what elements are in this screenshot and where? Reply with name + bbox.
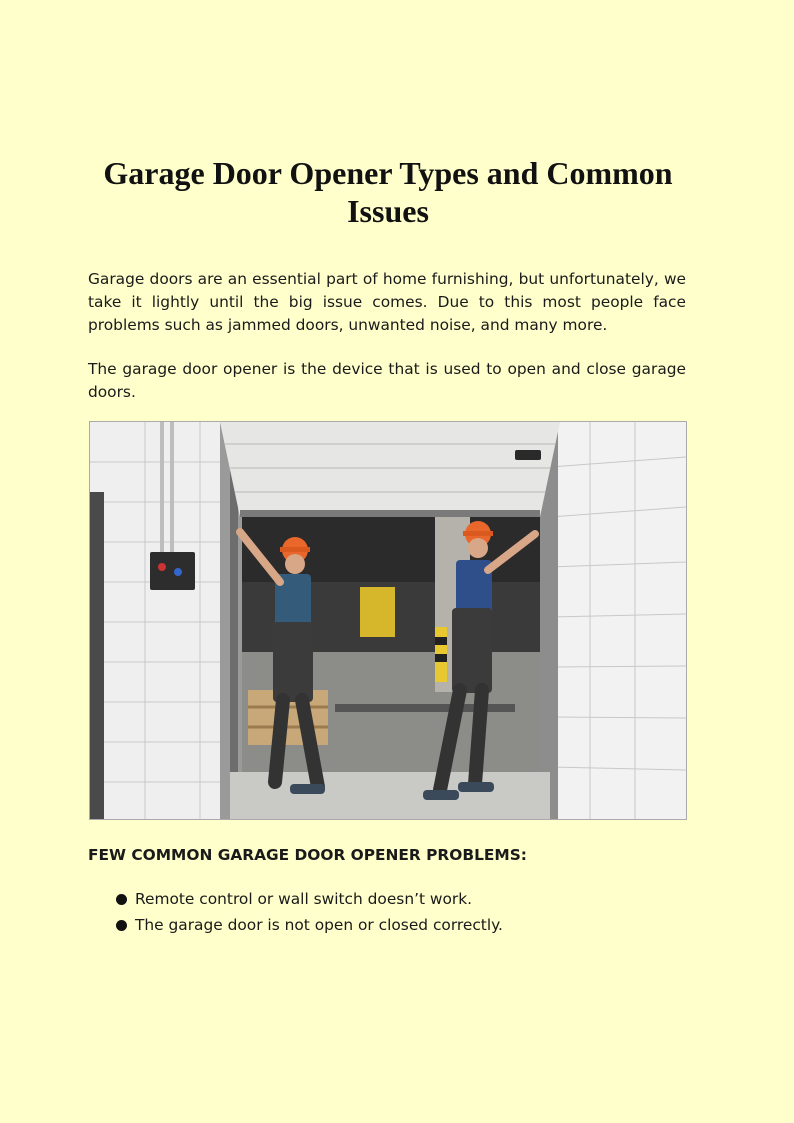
problems-list <box>116 886 503 938</box>
list-item <box>116 912 503 938</box>
list-item-text: The garage door is not open or closed correctly. <box>135 916 503 934</box>
list-item <box>116 886 503 912</box>
problems-heading: FEW COMMON GARAGE DOOR OPENER PROBLEMS: <box>88 846 527 864</box>
bullet-icon <box>116 920 127 931</box>
list-item-text: Remote control or wall switch doesn’t work. <box>135 890 473 908</box>
garage-door-photo <box>89 421 687 820</box>
opener-definition-paragraph: The garage door opener is the device that is used to open and close garage doors. <box>88 360 686 401</box>
intro-paragraph: Garage doors are an essential part of home furnishing, but unfortunately, we take it lightly until the big issue comes. Due to this most people face problems such as jammed doors, unwanted noise, and many more. <box>88 270 686 334</box>
garage-door-illustration <box>90 422 686 819</box>
page-title: Garage Door Opener Types and Common Issues <box>103 155 673 229</box>
bullet-icon <box>116 894 127 905</box>
